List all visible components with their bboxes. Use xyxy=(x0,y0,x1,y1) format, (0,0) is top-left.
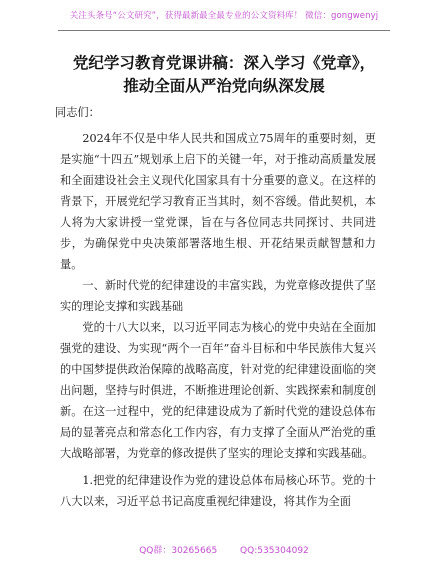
list-item-1: 1.把党的纪律建设作为党的建设总体布局核心环节。党的十八大以来，习近平总书记高度重视纪律建设，将其作为全面 xyxy=(60,474,376,508)
header-divider xyxy=(58,30,390,31)
title-line-2: 推动全面从严治党向纵深发展 xyxy=(123,77,325,95)
section-heading-1: 一、新时代党的纪律建设的丰富实践，为党章修改提供了坚实的理论支撑和实践基础 xyxy=(60,279,376,313)
header-banner: 关注头条号“公文研究”，获得最新最全最专业的公文资料库！ 微信：gongwenyj xyxy=(69,11,379,21)
paragraph-intro: 2024年不仅是中华人民共和国成立75周年的重要时刻，更是实施“十四五”规划承上启下的关键一年，对于推动高质量发展和全面建设社会主义现代化国家具有十分重要的意义。在这样的背景下，开展党纪学习教育正当其时，刻不容缓。借此契机，本人将为大家讲授一堂党课，旨在与各位同志共同探讨、共同进步，为确保党中央决策部署落地生根、开花结果贡献智慧和力量。 xyxy=(60,132,376,271)
document-title xyxy=(40,52,408,98)
title-line-1: 党纪学习教育党课讲稿：深入学习《党章》， xyxy=(72,54,376,72)
footer-qq-number: QQ:535304092 xyxy=(240,546,309,556)
salutation-text: 同志们： xyxy=(55,106,100,119)
body-text xyxy=(60,128,376,512)
footer-contact xyxy=(0,543,448,556)
paragraph-section-1: 党的十八大以来，以习近平同志为核心的党中央站在全面加强党的建设、为实现“两个一百年”奋斗目标和中华民族伟大复兴的中国梦提供政治保障的战略高度，针对党的纪律建设面临的突出问题，坚持与时俱进，不断推进理论创新、实践探索和制度创新。在这一过程中，党的纪律建设成为了新时代党的建设总体布局的显著亮点和常态化工作内容，有力支撑了全面从严治党的重大战略部署，为党章的修改提供了坚实的理论支撑和实践基础。 xyxy=(60,321,376,460)
salutation xyxy=(55,102,376,123)
footer-qq-group: QQ群：30265665 xyxy=(139,546,218,556)
